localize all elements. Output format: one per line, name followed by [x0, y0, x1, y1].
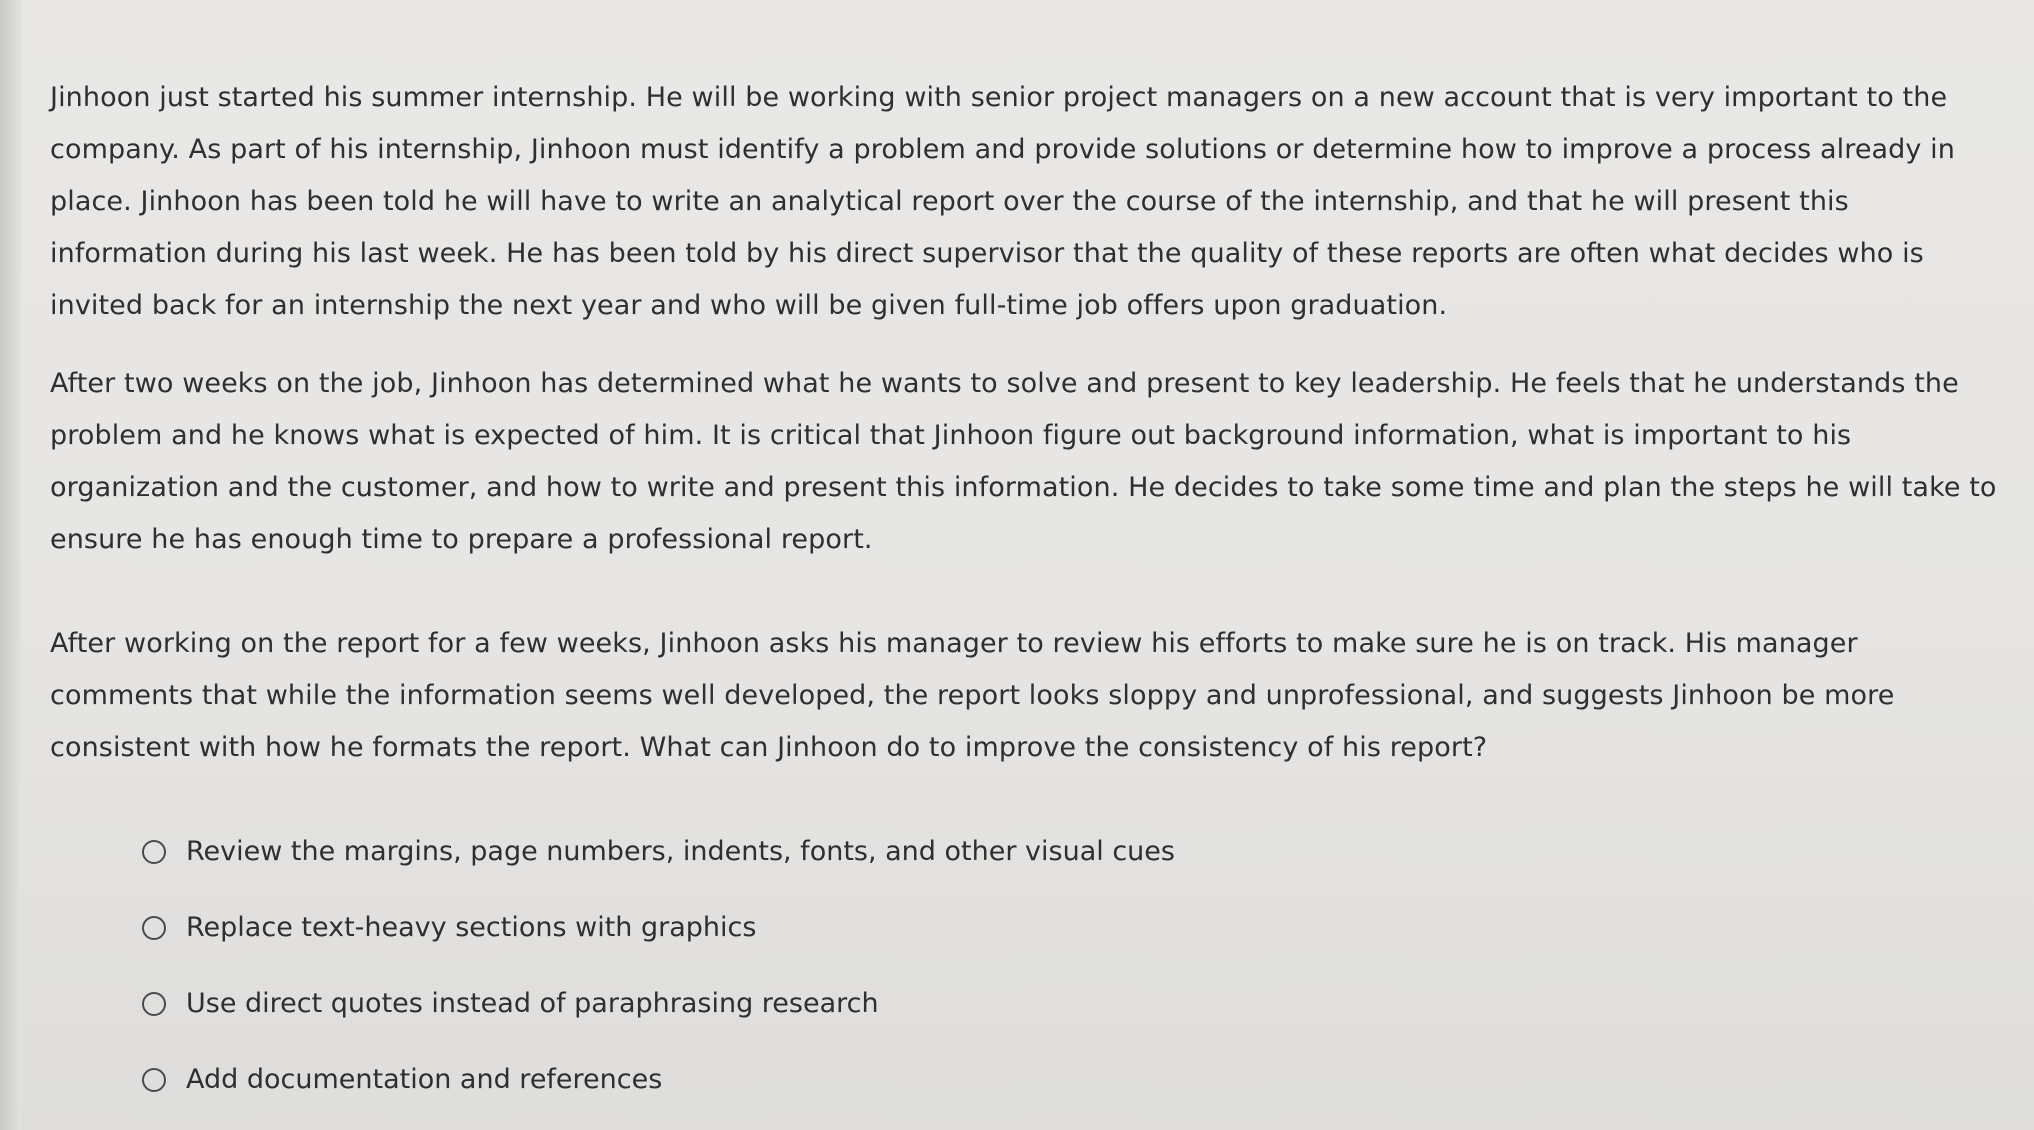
answer-option-label: Replace text-heavy sections with graphics	[186, 912, 757, 943]
question-paragraph-1: Jinhoon just started his summer internship. He will be working with senior project managers on a new account that is very important to the company. As part of his internship, Jinhoon must identify a problem and provide solutions or determine how to improve a process already in place. Jinhoon has been told he will have to write an analytical report over the course of the internship, and that he will present this information during his last week. He has been told by his direct supervisor that the quality of these reports are often what decides who is invited back for an internship the next year and who will be given full-time job offers upon graduation.	[50, 82, 1955, 321]
question-paragraph-2: After two weeks on the job, Jinhoon has determined what he wants to solve and present to key leadership. He feels that he understands the problem and he knows what is expected of him. It is critical that Jinhoon figure out background information, what is important to his organization and the customer, and how to write and present this information. He decides to take some time and plan the steps he will take to ensure he has enough time to prepare a professional report.	[50, 368, 1997, 555]
answer-option-1[interactable]	[142, 814, 2000, 890]
answer-option-label: Add documentation and references	[186, 1064, 663, 1095]
screen-left-edge	[0, 0, 22, 1130]
answer-option-label: Review the margins, page numbers, indents, fonts, and other visual cues	[186, 836, 1175, 867]
answer-options	[142, 814, 2000, 1118]
answer-option-3[interactable]	[142, 966, 2000, 1042]
question-content	[50, 72, 2000, 1118]
answer-option-2[interactable]	[142, 890, 2000, 966]
question-paragraph-3: After working on the report for a few weeks, Jinhoon asks his manager to review his efforts to make sure he is on track. His manager comments that while the information seems well developed, the report looks sloppy and unprofessional, and suggests Jinhoon be more consistent with how he formats the report. What can Jinhoon do to improve the consistency of his report?	[50, 628, 1895, 763]
answer-option-label: Use direct quotes instead of paraphrasing research	[186, 988, 879, 1019]
radio-button-icon[interactable]	[142, 992, 166, 1016]
radio-button-icon[interactable]	[142, 1068, 166, 1092]
radio-button-icon[interactable]	[142, 916, 166, 940]
radio-button-icon[interactable]	[142, 840, 166, 864]
answer-option-4[interactable]	[142, 1042, 2000, 1118]
